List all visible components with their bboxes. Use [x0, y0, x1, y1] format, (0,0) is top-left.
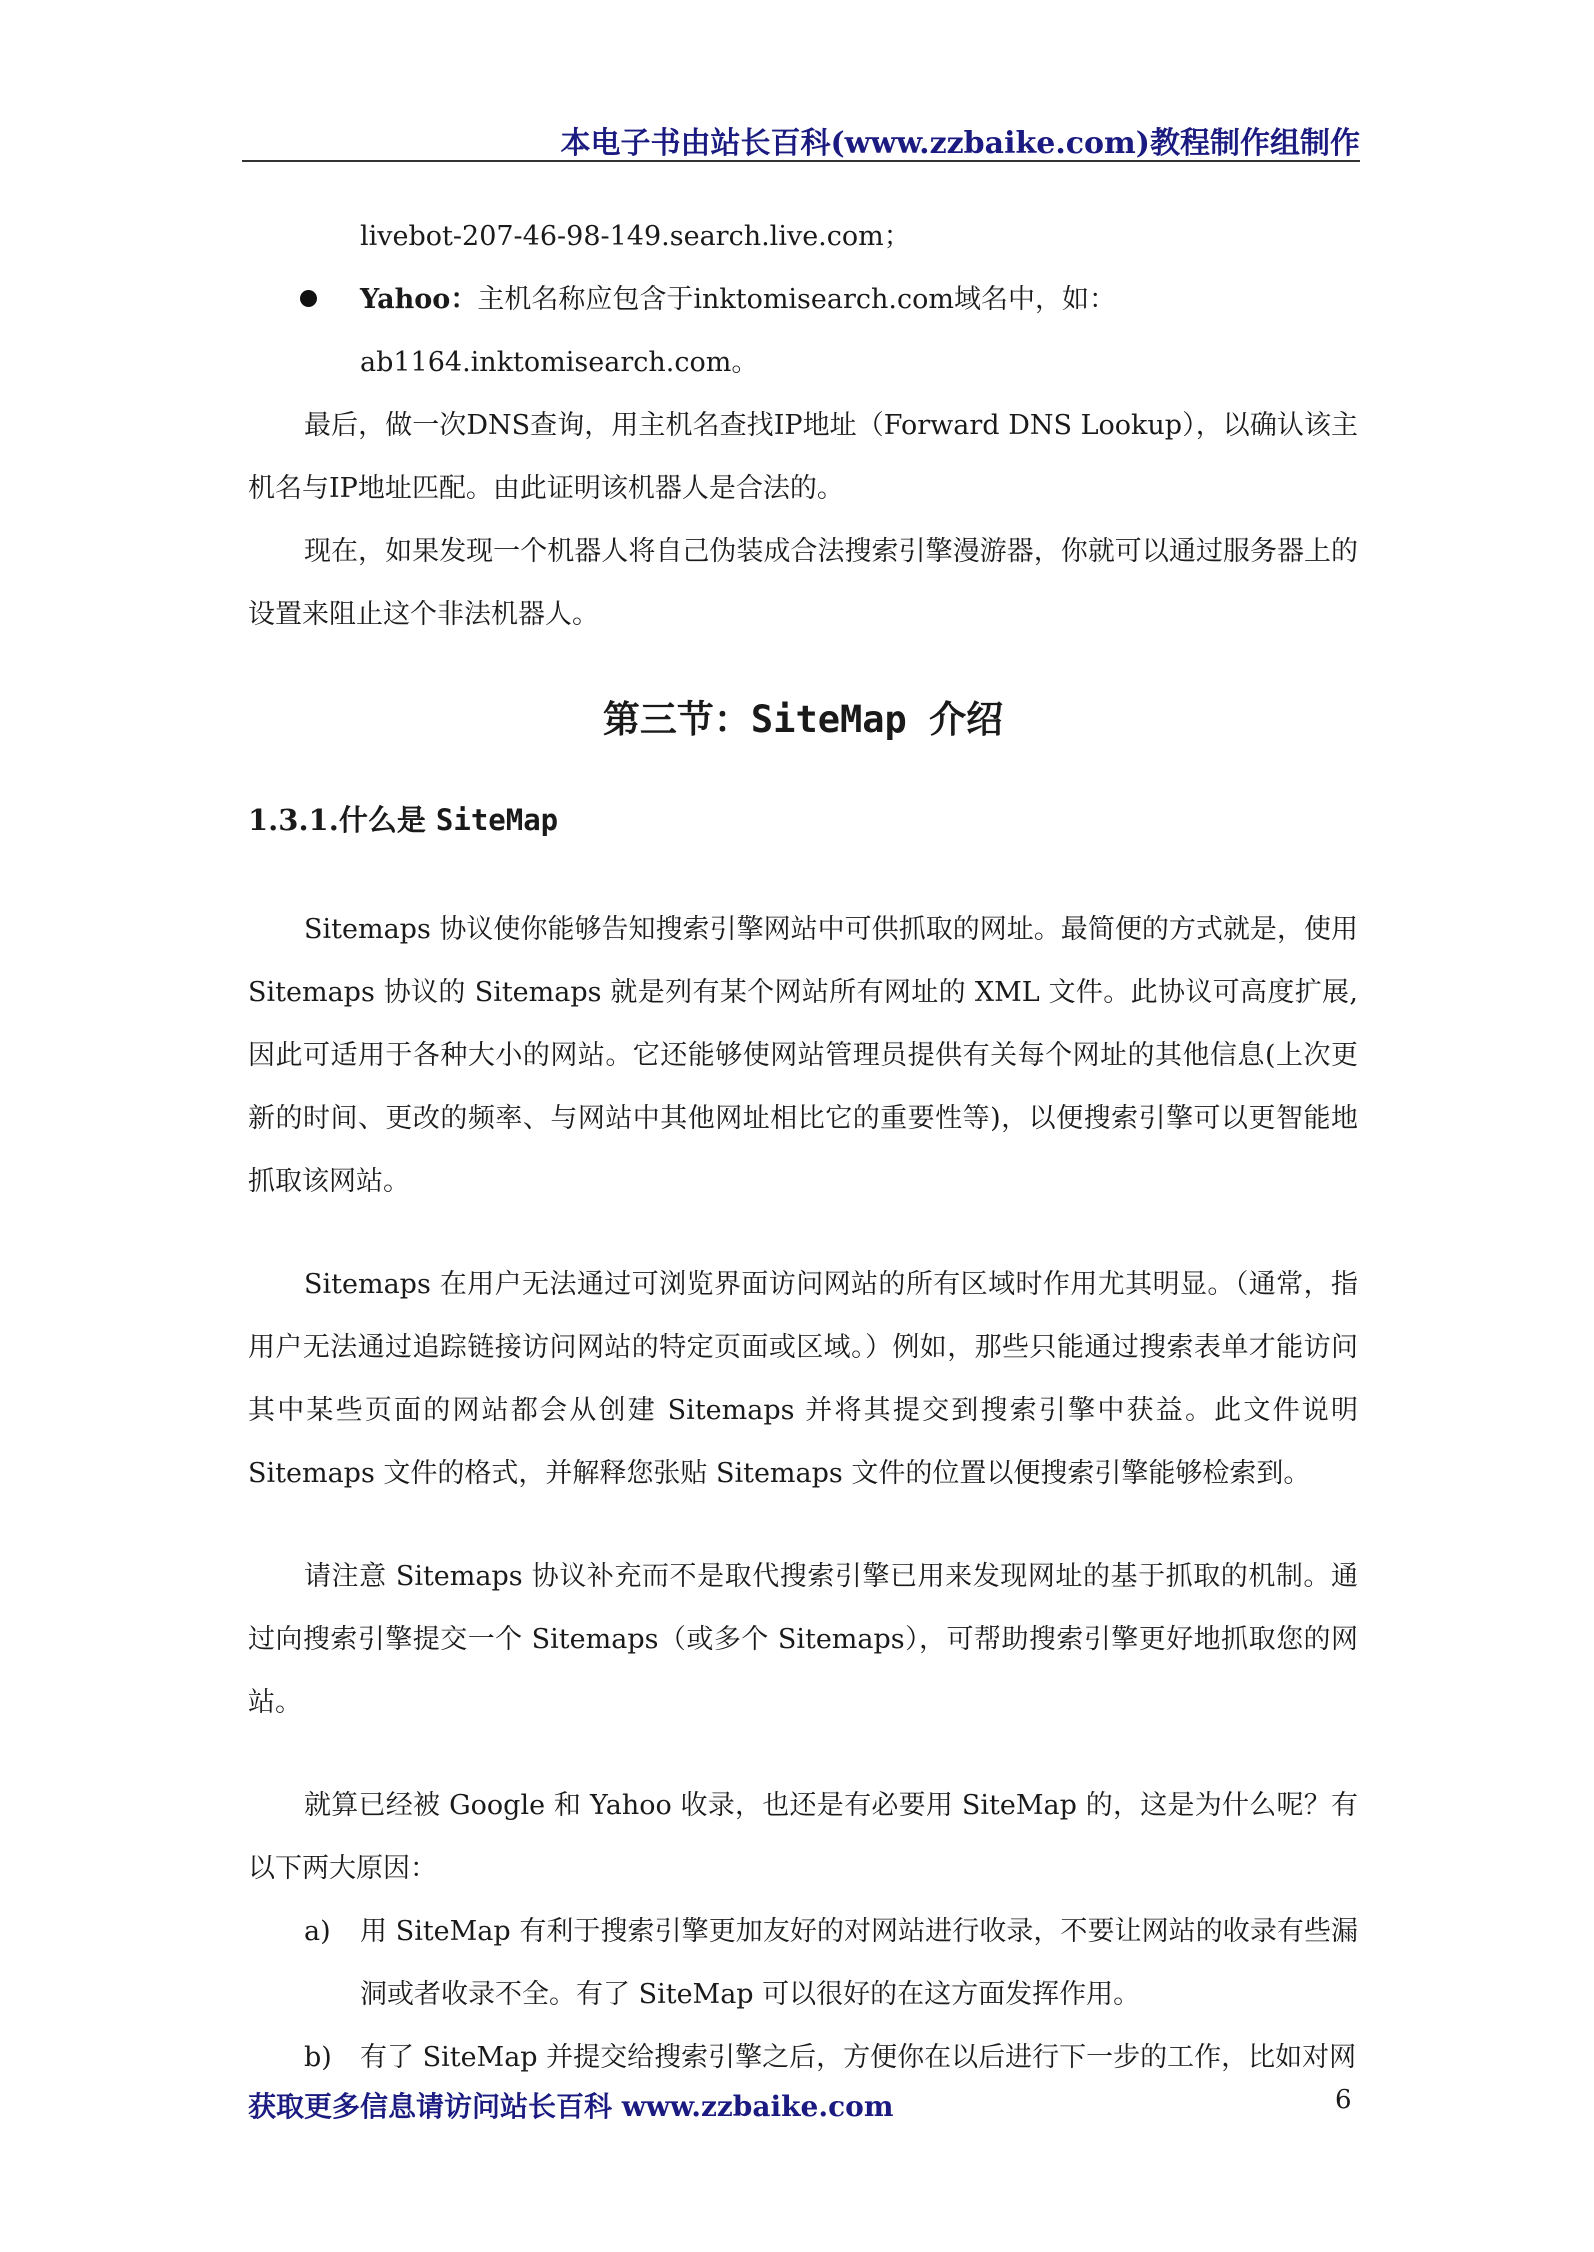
paragraph-now: 现在，如果发现一个机器人将自己伪装成合法搜索引擎漫游器，你就可以通过服务器上的设置来阻止这个非法机器人。 — [248, 536, 1358, 630]
paragraph-sitemaps-1: Sitemaps 协议使你能够告知搜索引擎网站中可供抓取的网址。最简便的方式就是，使用 Sitemaps 协议的 Sitemaps 就是列有某个网站所有网址的 XML 文件。此协议可高度扩展,因此可适用于各种大小的网站。它还能够使网站管理员提供有关每个网址的其他信息(上次更新的时间、更改的频率、与网站中其他网址相比它的重要性等)，以便搜索引擎可以更智能地抓取该网站。 — [248, 914, 1358, 1197]
header-divider — [242, 160, 1360, 162]
list-item-b — [248, 2026, 1358, 2089]
list-item-text: 用 SiteMap 有利于搜索引擎更加友好的对网站进行收录，不要让网站的收录有些漏洞或者收录不全。有了 SiteMap 可以很好的在这方面发挥作用。 — [360, 1916, 1358, 2010]
sub-title — [248, 790, 1358, 850]
bullet-term: Yahoo： — [360, 284, 478, 315]
paragraph-livebot: livebot-207-46-98-149.search.live.com； — [360, 221, 911, 252]
bullet-dot-icon — [300, 290, 317, 307]
paragraph-reason: 就算已经被 Google 和 Yahoo 收录，也还是有必要用 SiteMap 的，这是为什么呢？有以下两大原因： — [248, 1790, 1358, 1884]
page-header: 本电子书由站长百科(www.zzbaike.com)教程制作组制作 — [560, 126, 1360, 161]
list-marker: b) — [304, 2042, 332, 2073]
page-number: 6 — [1335, 2085, 1352, 2115]
page-body — [248, 205, 1358, 2089]
sub-title-number: 1.3.1.什么是 — [248, 803, 436, 837]
footer-link-text: 获取更多信息请访问站长百科 www.zzbaike.com — [248, 2090, 894, 2123]
list-marker: a) — [304, 1916, 331, 1947]
sub-title-term: SiteMap — [435, 803, 559, 837]
bullet-item-yahoo — [248, 268, 1358, 394]
bullet-text: 主机名称应包含于inktomisearch.com域名中，如：ab1164.inktomisearch.com。 — [360, 284, 1116, 378]
section-title: 第三节：SiteMap 介绍 — [602, 698, 1004, 741]
list-item-text: 有了 SiteMap 并提交给搜索引擎之后，方便你在以后进行下一步的工作，比如对网 — [360, 2042, 1357, 2073]
paragraph-sitemaps-3: 请注意 Sitemaps 协议补充而不是取代搜索引擎已用来发现网址的基于抓取的机制。通过向搜索引擎提交一个 Sitemaps（或多个 Sitemaps），可帮助搜索引擎更好地抓取您的网站。 — [248, 1561, 1358, 1718]
paragraph-sitemaps-2: Sitemaps 在用户无法通过可浏览界面访问网站的所有区域时作用尤其明显。（通常，指用户无法通过追踪链接访问网站的特定页面或区域。）例如，那些只能通过搜索表单才能访问其中某些页面的网站都会从创建 Sitemaps 并将其提交到搜索引擎中获益。此文件说明 Sitemaps 文件的格式，并解释您张贴 Sitemaps 文件的位置以便搜索引擎能够检索到。 — [248, 1269, 1358, 1489]
list-item-a — [248, 1900, 1358, 2026]
paragraph-dns: 最后，做一次DNS查询，用主机名查找IP地址（Forward DNS Lookup），以确认该主机名与IP地址匹配。由此证明该机器人是合法的。 — [248, 410, 1358, 504]
